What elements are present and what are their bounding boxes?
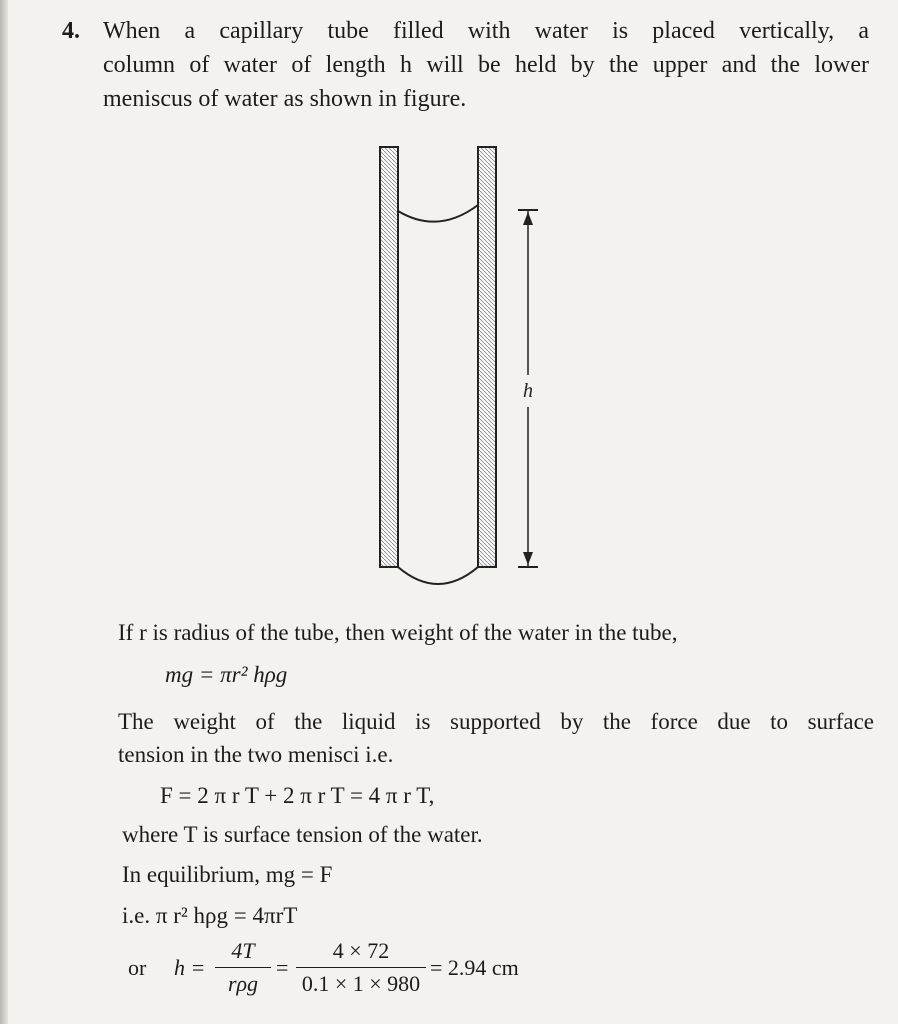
equals-sign: = [276, 955, 289, 980]
tube-right-wall [478, 147, 496, 567]
solution-line-4: In equilibrium, mg = F [122, 862, 333, 887]
solution-line-1: If r is radius of the tube, then weight of the water in the tube, [118, 620, 678, 645]
height-arrow-down [523, 552, 533, 565]
page-edge-shadow [0, 0, 8, 1024]
final-result: = 2.94 cm [430, 955, 519, 980]
fraction-1 [215, 938, 271, 997]
equation-weight: mg = πr² hρg [165, 662, 288, 687]
height-label: h [523, 380, 533, 402]
lower-meniscus [398, 567, 478, 584]
height-arrow-up [523, 212, 533, 225]
fraction-1-denominator: rρg [227, 971, 259, 996]
capillary-tube-figure [360, 135, 560, 595]
final-or: or [128, 955, 147, 980]
fraction-1-numerator: 4T [231, 938, 255, 963]
solution-line-5: i.e. π r² hρg = 4πrT [122, 903, 298, 928]
equation-force: F = 2 π r T + 2 π r T = 4 π r T, [160, 783, 435, 808]
final-lhs: h = [174, 955, 206, 980]
question-line-2: column of water of length h will be held by the upper and the lower [103, 52, 869, 78]
question-line-1: When a capillary tube filled with water is placed vertically, a [103, 18, 869, 44]
solution-line-3: where T is surface tension of the water. [122, 822, 483, 847]
fraction-2-numerator: 4 × 72 [332, 938, 390, 963]
fraction-2 [296, 938, 426, 997]
fraction-2-denominator: 0.1 × 1 × 980 [301, 971, 421, 996]
question-line-3: meniscus of water as shown in figure. [103, 86, 467, 112]
solution-line-2b: tension in the two menisci i.e. [118, 742, 394, 767]
solution-line-2a: The weight of the liquid is supported by the force due to surface [118, 709, 874, 734]
question-number: 4. [62, 18, 80, 44]
upper-meniscus [398, 205, 478, 222]
tube-left-wall [380, 147, 398, 567]
